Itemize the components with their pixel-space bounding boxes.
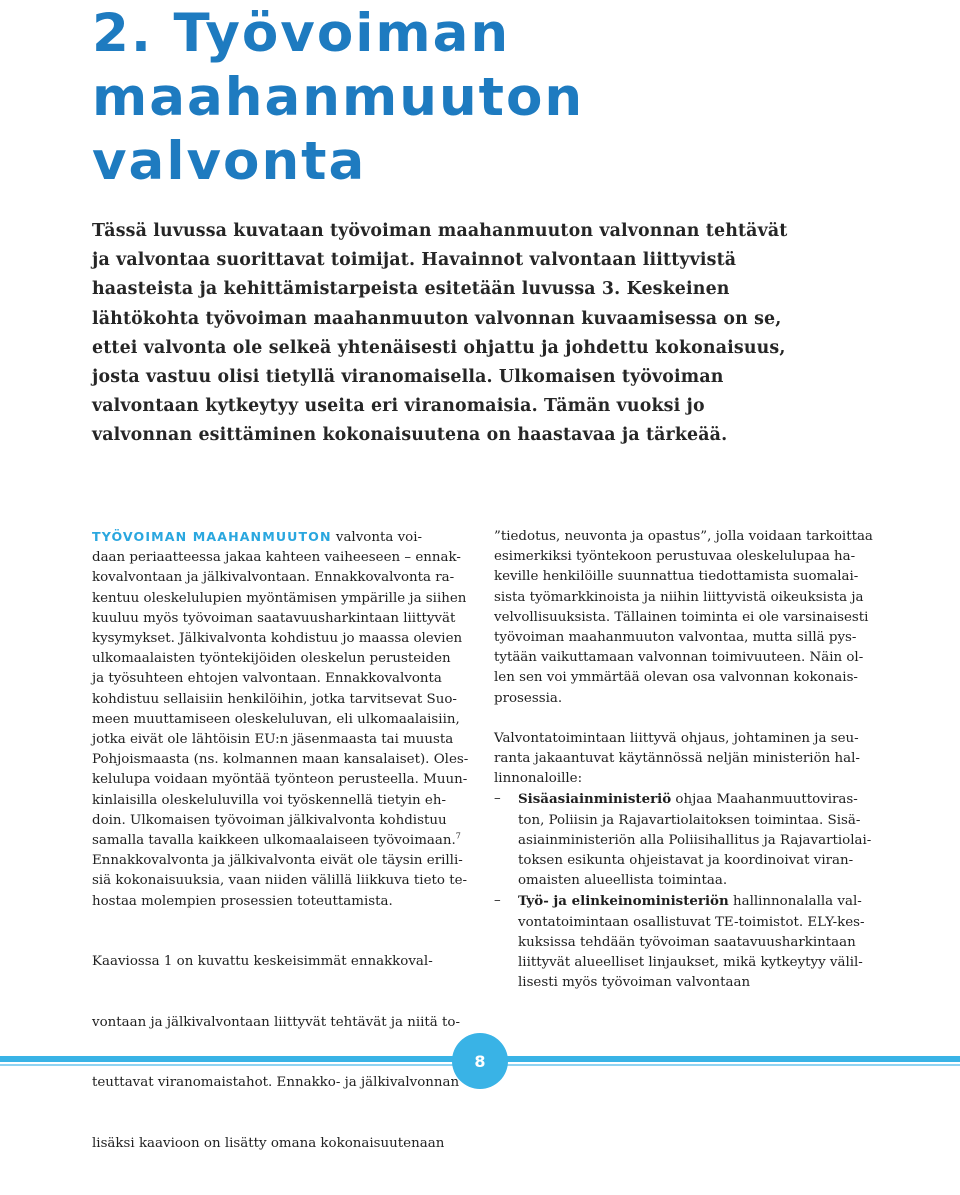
lead-line: haasteista ja kehittämistarpeista esitetään luvussa 3. Keskeinen [92,279,730,300]
section-lead-in: TYÖVOIMAN MAAHANMUUTON [92,529,332,544]
body-line: TYÖVOIMAN MAAHANMUUTON valvonta voi- [92,529,423,545]
left-column [92,527,468,1195]
list-dash: – [494,893,501,909]
body-line: tytään vaikuttamaan valvonnan toimivuuteen. Näin ol- [494,650,864,666]
right-paragraph-2 [494,729,870,790]
body-line: lisäksi kaavioon on lisätty omana kokonaisuutenaan [92,1136,445,1152]
body-line: Työ- ja elinkeinoministeriön hallinnonalalla val- [518,893,862,910]
body-line: jotka eivät ole lähtöisin EU:n jäsenmaasta tai muusta [92,732,454,748]
ministry-name: Sisäasiainministeriö [518,791,672,808]
body-line: hostaa molempien prosessien toteuttamista. [92,893,393,909]
footnote-reference[interactable]: 7 [455,831,461,841]
page-number: 8 [474,1051,486,1071]
lead-line: Tässä luvussa kuvataan työvoiman maahanmuuton valvonnan tehtävät [92,221,788,241]
body-line: Valvontatoimintaan liittyvä ohjaus, johtaminen ja seu- [494,730,859,746]
body-line: kuuluu myös työvoiman saatavuusharkintaan liittyvät [92,610,456,626]
ministry-list [494,789,870,993]
body-line: lisesti myös työvoiman valvontaan [518,975,751,991]
body-line: vontatoimintaan osallistuvat TE-toimistot. ELY-kes- [518,914,865,930]
right-column [494,527,873,993]
body-line: ulkomaalaisten työntekijöiden oleskelun perusteiden [92,651,451,667]
body-line: kovalvontaan ja jälkivalvontaan. Ennakkovalvonta ra- [92,570,455,586]
chapter-title-line: valvonta [92,131,367,192]
body-line: Sisäasiainministeriö ohjaa Maahanmuuttoviras- [518,791,858,808]
body-line: meen muuttamiseen oleskeluluvan, eli ulkomaalaisiin, [92,711,460,727]
page-number-badge [452,1033,508,1089]
body-line: esimerkiksi työntekoon perustuvaa oleskelulupaa ha- [494,549,856,565]
body-line: ranta jakaantuvat käytännössä neljän ministeriön hal- [494,751,860,767]
body-line: ”tiedotus, neuvonta ja opastus”, jolla voidaan tarkoittaa [494,529,873,544]
body-line: vontaan ja jälkivalvontaan liittyvät tehtävät ja niitä to- [92,1014,461,1030]
body-line: daan periaatteessa jakaa kahteen vaiheeseen – ennak- [92,550,461,566]
lead-line: ettei valvonta ole selkeä yhtenäisesti ohjattu ja johdettu kokonaisuus, [92,337,786,358]
body-line: kuksissa tehdään työvoiman saatavuusharkintaan [518,934,856,950]
chapter-title-line: maahanmuuton [92,67,585,128]
list-dash: – [494,791,501,807]
body-line: teuttavat viranomaistahot. Ennakko- ja jälkivalvonnan [92,1075,460,1091]
lead-line: valvontaan kytkeytyy useita eri viranomaisia. Tämän vuoksi jo [92,396,705,417]
lead-line: josta vastuu olisi tietyllä viranomaisella. Ulkomaisen työvoiman [92,367,724,388]
body-line: Kaaviossa 1 on kuvattu keskeisimmät ennakkoval- [92,954,433,970]
left-paragraph-1 [92,527,468,912]
body-line: kinlaisilla oleskeluluvilla voi työskennellä tietyin eh- [92,792,447,808]
list-item [494,789,870,891]
body-line: kentuu oleskelulupien myöntämisen ympärille ja siihen [92,590,467,606]
body-line: toksen esikunta ohjeistavat ja koordinoivat viran- [518,853,854,869]
body-line: len sen voi ymmärtää olevan osa valvonnan kokonais- [494,670,858,686]
chapter-title [92,2,932,194]
body-line: samalla tavalla kaikkeen ulkomaalaiseen työvoimaan.$^7$ [92,831,461,849]
lead-line: valvonnan esittäminen kokonaisuutena on haastavaa ja tärkeää. [92,425,728,446]
body-line: liittyvät alueelliset linjaukset, mikä kytkeytyy välil- [518,955,863,971]
body-line: Pohjoismaasta (ns. kolmannen maan kansalaiset). Oles- [92,752,469,768]
body-line: kohdistuu sellaisiin henkilöihin, jotka tarvitsevat Suo- [92,691,457,707]
body-line: keville henkilöille suunnattua tiedottamista suomalai- [494,569,859,585]
paragraph-gap [494,709,870,729]
body-line: velvollisuuksista. Tällainen toiminta ei ole varsinaisesti [494,609,869,625]
body-line: prosessia. [494,690,563,706]
ministry-name: Työ- ja elinkeinoministeriön [518,893,729,910]
body-line: kelulupa voidaan myöntää työnteon perusteella. Muun- [92,772,468,788]
body-line: doin. Ulkomaisen työvoiman jälkivalvonta kohdistuu [92,812,447,828]
body-line: sista työmarkkinoista ja niihin liittyvistä oikeuksista ja [494,589,864,605]
body-line: linnonaloille: [494,771,583,787]
lead-paragraph [92,217,872,451]
lead-line: ja valvontaa suorittavat toimijat. Havainnot valvontaan liittyvistä [92,250,737,271]
body-line: asiainministeriön alla Poliisihallitus ja Rajavartiolai- [518,832,872,848]
body-line: Ennakkovalvonta ja jälkivalvonta eivät ole täysin erilli- [92,853,463,869]
body-line: ja työsuhteen ehtojen valvontaan. Ennakkovalvonta [92,671,442,687]
right-paragraph-1 [494,527,873,709]
body-line: omaisten alueellista toimintaa. [518,873,728,889]
chapter-title-line: 2. Työvoiman [92,3,511,64]
left-paragraph-2 [92,912,468,1195]
body-line: työvoiman maahanmuuton valvontaa, mutta sillä pys- [494,630,857,646]
body-line: siä kokonaisuuksia, vaan niiden välillä liikkuva tieto te- [92,873,468,889]
list-item [494,891,870,993]
body-line: kysymykset. Jälkivalvonta kohdistuu jo maassa olevien [92,631,463,647]
lead-line: lähtökohta työvoiman maahanmuuton valvonnan kuvaamisessa on se, [92,308,782,329]
body-line: ton, Poliisin ja Rajavartiolaitoksen toimintaa. Sisä- [518,812,861,828]
